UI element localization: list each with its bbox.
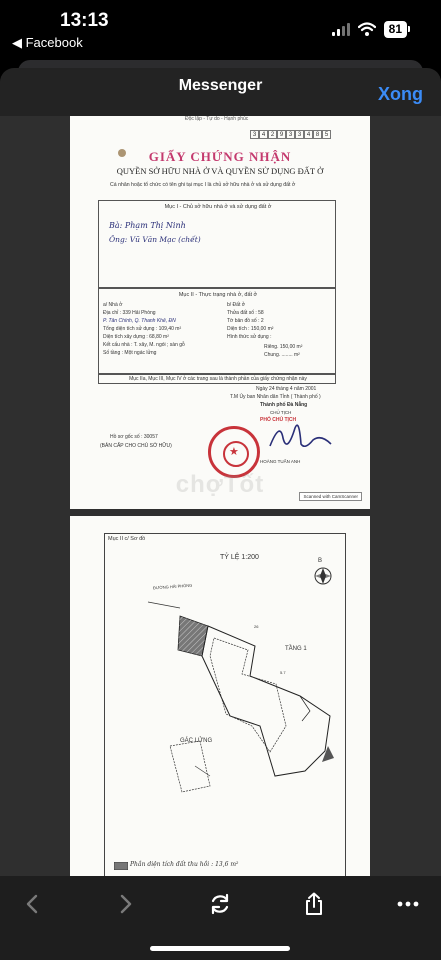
house-label: a/ Nhà ở bbox=[103, 302, 123, 308]
status-bar bbox=[0, 0, 441, 58]
private-area-text: Riêng. 150,00 m² bbox=[264, 344, 303, 350]
serial-digit: 3 bbox=[295, 130, 304, 139]
share-button[interactable] bbox=[294, 884, 334, 924]
mezzanine-label: GÁC LỬNG bbox=[180, 738, 213, 744]
battery-indicator: 81 bbox=[384, 21, 407, 38]
chevron-left-icon bbox=[25, 894, 39, 914]
serial-digit: 3 bbox=[286, 130, 295, 139]
serial-digit: 2 bbox=[268, 130, 277, 139]
file-number: Hồ sơ gốc số : 30057 bbox=[110, 434, 158, 440]
property-section-box bbox=[98, 288, 336, 374]
serial-digit: 9 bbox=[277, 130, 286, 139]
site-plan-page bbox=[70, 516, 370, 876]
section-3-note: Mục IIa, Mục III, Mục IV ở các trang sau là thành phần của giấy chứng nhận này bbox=[129, 376, 307, 382]
previous-button[interactable] bbox=[12, 884, 52, 924]
land-label: b/ Đất ở bbox=[227, 302, 246, 308]
signer-name: HOÀNG TUẤN ANH bbox=[260, 459, 301, 464]
structure-text: Kết cấu nhà : T. xây, M. ngói ; sàn gỗ bbox=[103, 342, 185, 348]
section-3-note-box bbox=[98, 374, 336, 384]
official-red-seal: ★ bbox=[208, 426, 260, 478]
rotate-icon bbox=[209, 893, 231, 915]
serial-digit: 4 bbox=[304, 130, 313, 139]
chevron-right-icon bbox=[119, 894, 133, 914]
serial-digit: 4 bbox=[259, 130, 268, 139]
floor-1-label: TẦNG 1 bbox=[285, 646, 307, 652]
ward-text: P. Tân Chính, Q. Thanh Khê, ĐN bbox=[103, 318, 176, 324]
more-button[interactable] bbox=[388, 884, 428, 924]
north-label: B bbox=[318, 558, 323, 564]
issue-date: Ngày 24 tháng 4 năm 2001 bbox=[256, 386, 317, 392]
reclaimed-area-note: Phần diện tích đất thu hồi : 13,6 m² bbox=[130, 861, 239, 868]
owner-name-1: Bà: Phạm Thị Ninh bbox=[109, 221, 186, 230]
copy-label: (BẢN CẤP CHO CHỦ SỞ HỮU) bbox=[100, 443, 172, 449]
next-button[interactable] bbox=[106, 884, 146, 924]
city-text: Thành phố Đà Nẵng bbox=[260, 402, 308, 408]
floors-text: Số tầng : Một ngác lửng bbox=[103, 350, 157, 356]
shared-area-text: Chung. ........ m² bbox=[264, 352, 300, 358]
motto-text: Độc lập - Tự do - Hạnh phúc bbox=[185, 116, 249, 122]
section-1-heading: Mục I - Chủ sở hữu nhà ở và sử dụng đất ở bbox=[164, 204, 272, 210]
scale-label: TỶ LỆ 1:200 bbox=[220, 554, 259, 561]
svg-text:5.7: 5.7 bbox=[280, 670, 286, 675]
road-label: ĐƯỜNG HẢI PHÒNG bbox=[152, 582, 193, 591]
address-text: Địa chỉ : 339 Hải Phòng bbox=[103, 310, 156, 316]
certificate-page bbox=[70, 116, 370, 509]
total-area-text: Tổng diện tích sử dụng : 109,40 m² bbox=[103, 326, 182, 332]
status-icons bbox=[332, 20, 407, 38]
document-viewer[interactable] bbox=[0, 116, 441, 876]
done-button[interactable]: Xong bbox=[378, 84, 423, 104]
back-to-facebook-link[interactable]: ◀ Facebook bbox=[12, 35, 83, 50]
serial-number-boxes bbox=[250, 130, 331, 139]
more-icon bbox=[397, 901, 419, 907]
legend-hatch-swatch bbox=[114, 862, 128, 870]
home-indicator[interactable] bbox=[150, 946, 290, 951]
built-area-text: Diện tích xây dựng : 68,80 m² bbox=[103, 334, 169, 340]
cellular-signal-icon bbox=[332, 22, 350, 36]
status-time: 13:13 bbox=[60, 10, 109, 31]
sheet-title: Messenger bbox=[178, 77, 263, 94]
rotate-button[interactable] bbox=[200, 884, 240, 924]
land-area-text: Diện tích : 150,00 m² bbox=[227, 326, 274, 332]
serial-digit: 5 bbox=[322, 130, 331, 139]
authority-text: T.M Ủy ban Nhân dân Tỉnh ( Thành phố ) bbox=[230, 394, 321, 400]
certificate-title: GIẤY CHỨNG NHẬN bbox=[148, 149, 292, 164]
chairman-text: CHỦ TỊCH bbox=[270, 410, 292, 415]
wifi-icon bbox=[358, 22, 376, 36]
map-sheet-text: Tờ bản đồ số : 2 bbox=[227, 318, 264, 324]
site-plan-drawing bbox=[110, 576, 340, 846]
certificate-subtitle: QUYỀN SỞ HỮU NHÀ Ở VÀ QUYỀN SỬ DỤNG ĐẤT Ở bbox=[116, 166, 324, 176]
signature-mark bbox=[265, 416, 335, 456]
serial-digit: 3 bbox=[250, 130, 259, 139]
vice-chairman-text: PHÓ CHỦ TỊCH bbox=[260, 417, 297, 423]
chotot-watermark: chợTốt bbox=[175, 471, 265, 498]
use-form-text: Hình thức sử dụng : bbox=[227, 334, 272, 340]
site-plan-section-label: Mục II c/ Sơ đồ bbox=[108, 536, 146, 542]
svg-text:26: 26 bbox=[254, 624, 259, 629]
section-2-heading: Mục II - Thực trạng nhà ở, đất ở bbox=[178, 292, 258, 298]
share-icon bbox=[304, 892, 324, 916]
certificate-note: Cá nhân hoặc tổ chức có tên ghi tại mục I là chủ sở hữu nhà ở và sử dụng đất ở bbox=[110, 182, 296, 188]
camscanner-badge: Scanned with CamScanner bbox=[299, 492, 362, 501]
owner-section-box bbox=[98, 200, 336, 288]
owner-name-2: Ông: Vũ Văn Mạc (chết) bbox=[109, 235, 201, 244]
serial-digit: 8 bbox=[313, 130, 322, 139]
sheet-header bbox=[0, 68, 441, 116]
lot-number-text: Thửa đất số : 58 bbox=[227, 310, 264, 316]
